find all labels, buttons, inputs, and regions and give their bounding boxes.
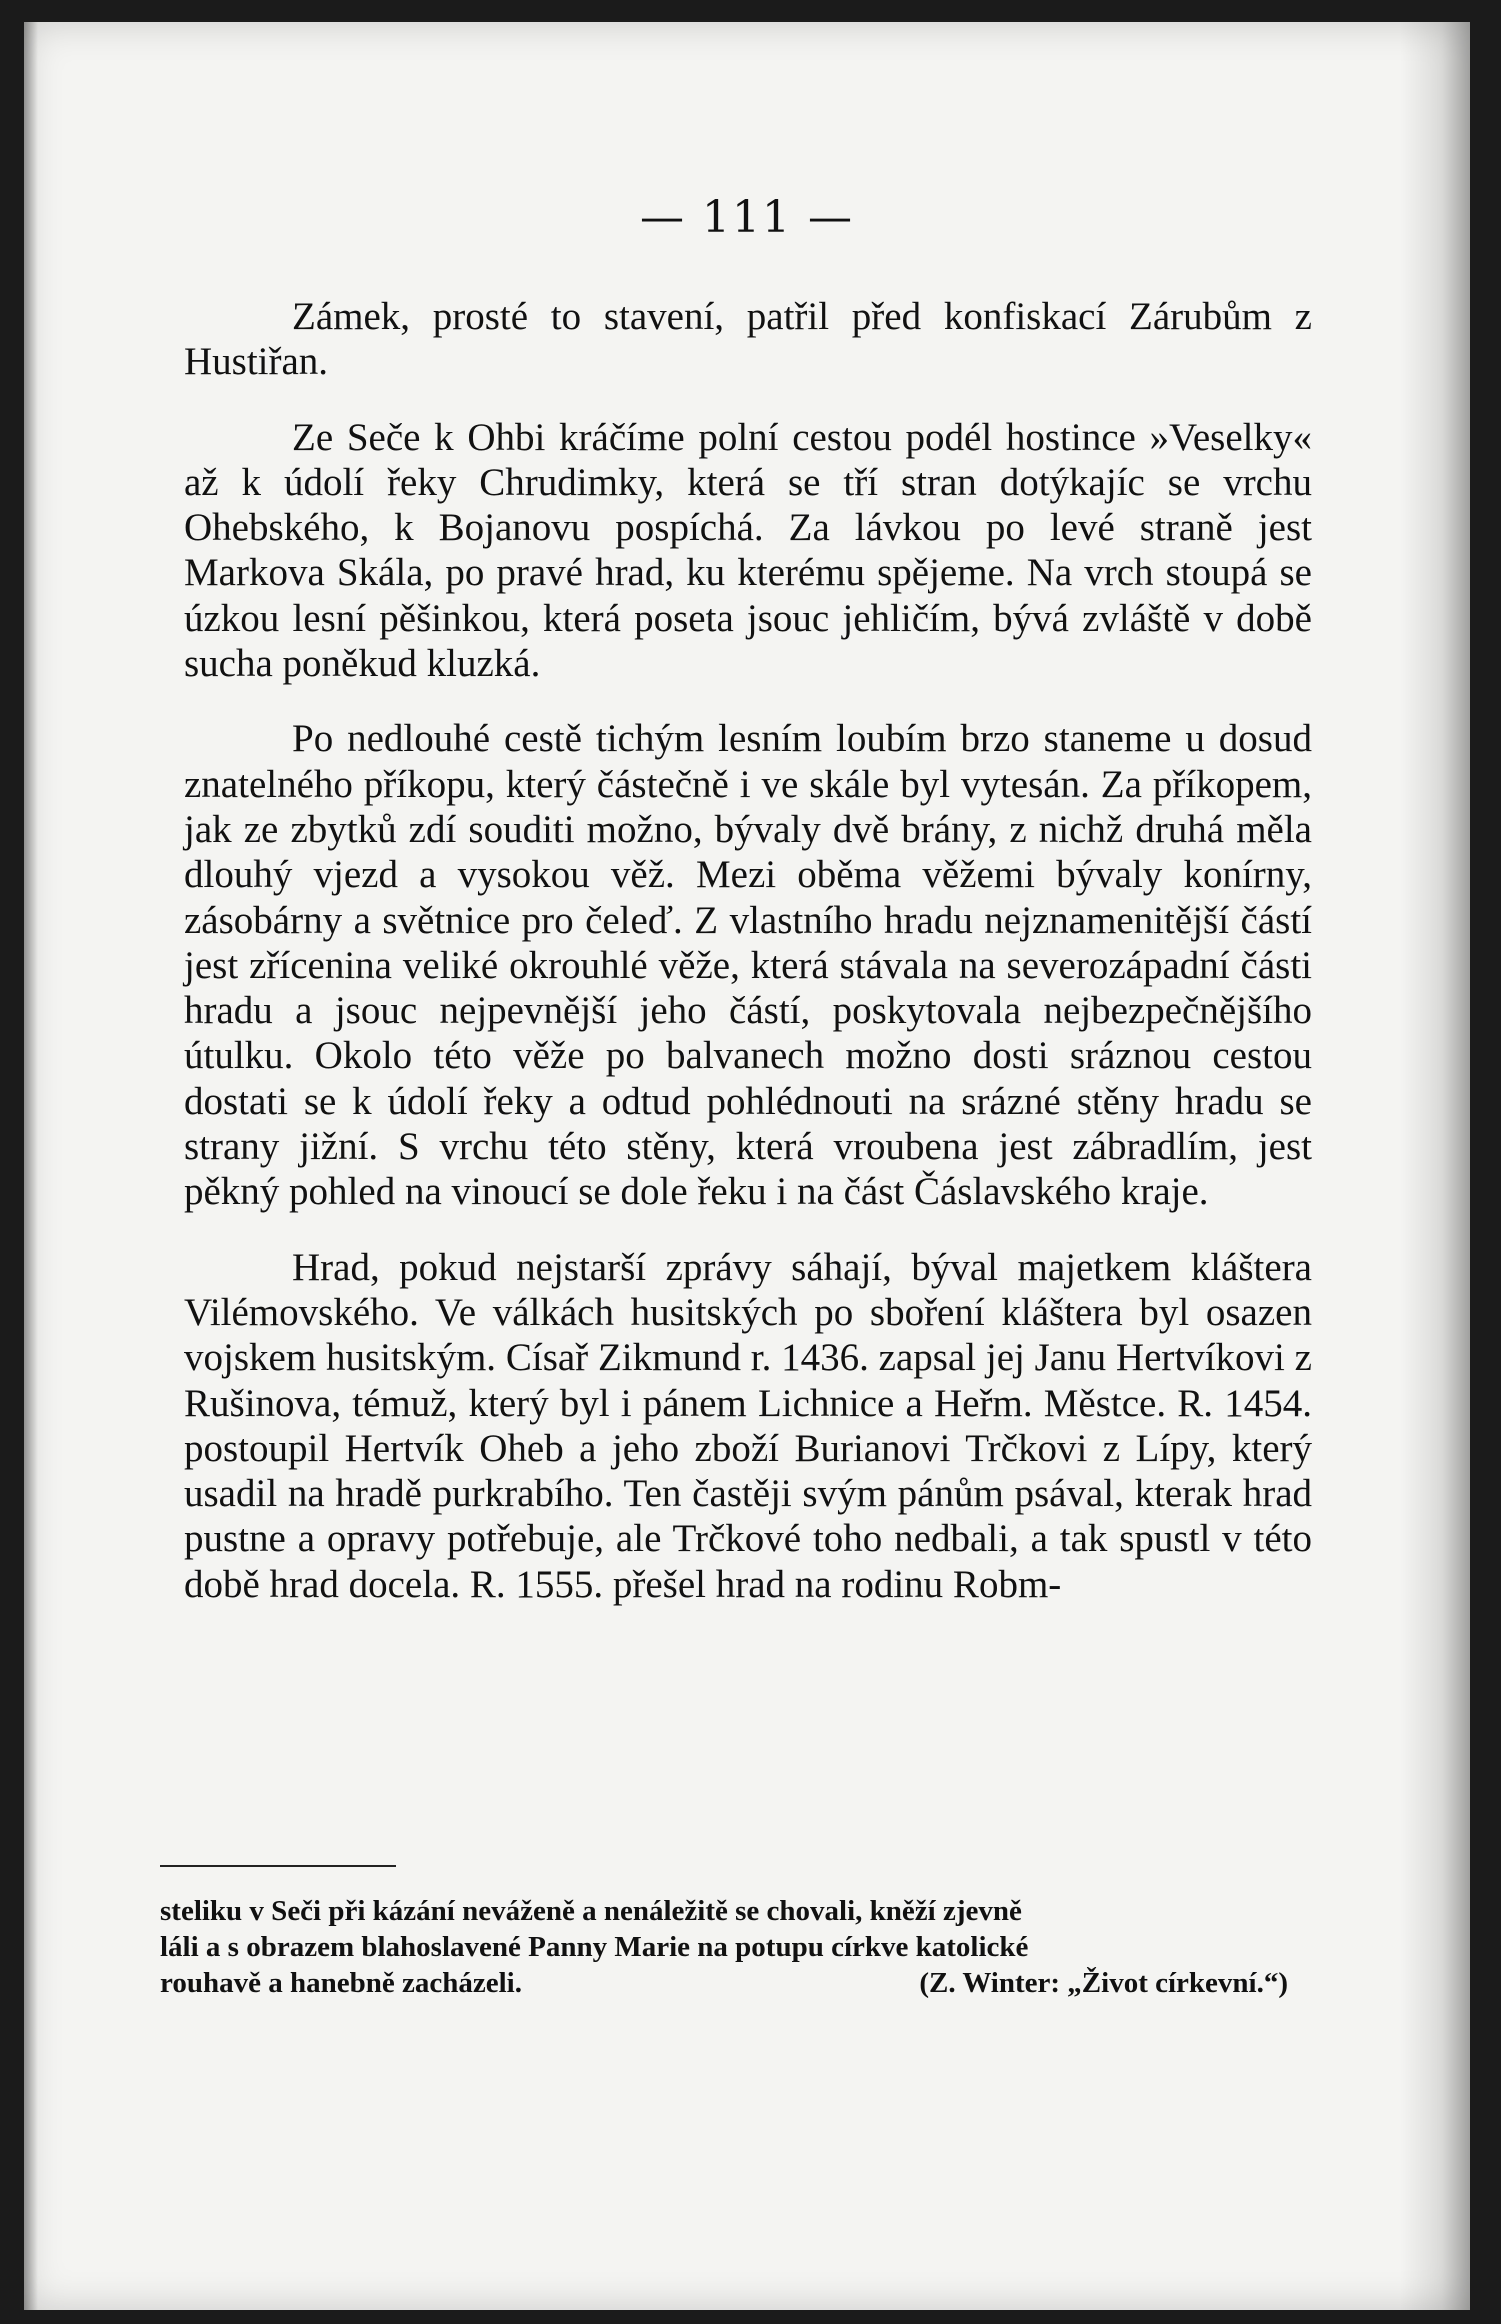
paragraph-2: Ze Seče k Ohbi kráčíme polní cestou podél hostince »Veselky« až k údolí řeky Chrudimky, která se tří stran dotýkajíc se vrchu Ohebského, k Bojanovu pospíchá. Za lávkou po levé straně jest Markova Skála, po pravé hrad, ku kterému spějeme. Na vrch stoupá se úzkou lesní pěšinkou, která poseta jsouc jehličím, bývá zvláště v době sucha poněkud kluzká. bbox=[184, 415, 1312, 686]
scan-shadow-left bbox=[24, 22, 38, 2310]
body-text bbox=[184, 294, 1312, 1607]
scan-shadow-right bbox=[1400, 22, 1470, 2310]
footnote-line-2: láli a s obrazem blahoslavené Panny Marie na potupu církve katolické bbox=[160, 1931, 1029, 1963]
footnote-line-3 bbox=[160, 1965, 1288, 2001]
footnote-line-1: steliku v Seči při kázání neváženě a nenáležitě se chovali, kněží zjevně bbox=[160, 1895, 1022, 1927]
footnote-citation: (Z. Winter: „Život církevní.“) bbox=[919, 1967, 1288, 1999]
footnote bbox=[160, 1893, 1288, 2001]
footnote-line-3-text: rouhavě a hanebně zacházeli. bbox=[160, 1967, 522, 1999]
page-number: — 111 — bbox=[640, 192, 854, 243]
paragraph-3: Po nedlouhé cestě tichým lesním loubím brzo staneme u dosud znatelného příkopu, který částečně i ve skále byl vytesán. Za příkopem, jak ze zbytků zdí souditi možno, bývaly dvě brány, z nichž druhá měla dlouhý vjezd a vysokou věž. Mezi oběma věžemi bývaly konírny, zásobárny a světnice pro čeleď. Z vlastního hradu nejznamenitější částí jest zřícenina veliké okrouhlé věže, která stávala na severozápadní části hradu a jsouc nejpevnější jeho částí, poskytovala nejbezpečnějšího útulku. Okolo této věže po balvanech možno dosti sráznou cestou dostati se k údolí řeky a odtud pohlédnouti na srázné stěny hradu se strany jižní. S vrchu této stěny, která vroubena jest zábradlím, jest pěkný pohled na vinoucí se dole řeku i na část Čáslavského kraje. bbox=[184, 717, 1312, 1214]
footnote-divider bbox=[160, 1865, 396, 1867]
paragraph-1: Zámek, prosté to stavení, patřil před konfiskací Zárubům z Hustiřan. bbox=[184, 295, 1312, 384]
paragraph-4: Hrad, pokud nejstarší zprávy sáhají, býval majetkem kláštera Vilémovského. Ve válkách husitských po sboření kláštera byl osazen vojskem husitským. Císař Zikmund r. 1436. zapsal jej Janu Hertvíkovi z Rušinova, témuž, který byl i pánem Lichnice a Heřm. Městce. R. 1454. postoupil Hertvík Oheb a jeho zboží Burianovi Trčkovi z Lípy, který usadil na hradě purkrabího. Ten častěji svým pánům psával, kterak hrad pustne a opravy potřebuje, ale Trčkové toho nedbali, a tak spustl v této době hrad docela. R. 1555. přešel hrad na rodinu Robm- bbox=[184, 1245, 1312, 1606]
